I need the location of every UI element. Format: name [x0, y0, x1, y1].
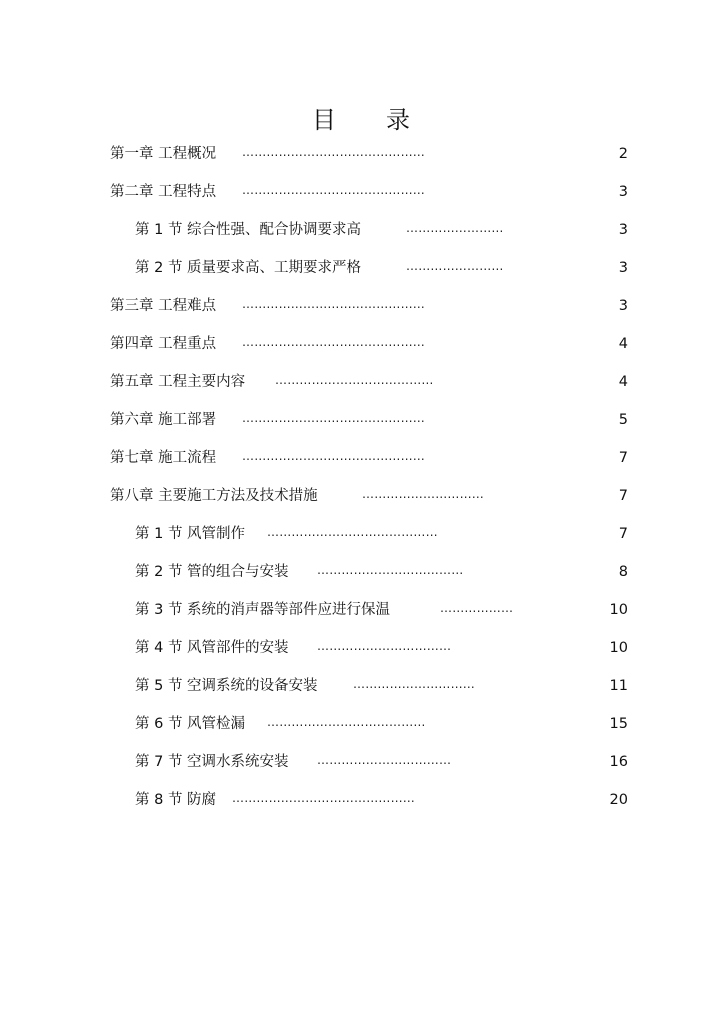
toc-entry-leader: …………………………………: [267, 715, 426, 729]
toc-entry-label: 第五章 工程主要内容: [110, 374, 246, 390]
toc-entry-page: 4: [618, 374, 628, 390]
toc-entry-leader: …………………………: [353, 677, 475, 691]
toc-entry-leader: …………………………: [362, 487, 484, 501]
toc-entry-label: 第 6 节 风管检漏: [135, 716, 246, 732]
toc-entry-leader: ………………………………………: [242, 449, 425, 463]
toc-entry[interactable]: [110, 294, 628, 318]
toc-entry-leader: ………………………………………: [242, 183, 425, 197]
toc-entry-label: 第 7 节 空调水系统安装: [135, 754, 289, 770]
toc-entry[interactable]: [135, 218, 628, 242]
toc-entry-label: 第八章 主要施工方法及技术措施: [110, 488, 318, 504]
toc-entry[interactable]: [135, 598, 628, 622]
toc-entry-label: 第 1 节 风管制作: [135, 526, 246, 542]
toc-entry[interactable]: [110, 408, 628, 432]
toc-entry[interactable]: [135, 256, 628, 280]
toc-entry-page: 15: [609, 716, 628, 732]
toc-entry-leader: …………………………………: [275, 373, 434, 387]
toc-entry-leader: ……………………………: [317, 753, 452, 767]
toc-entry-leader: ………………………………………: [242, 145, 425, 159]
toc-entry-label: 第三章 工程难点: [110, 298, 217, 314]
toc-entry-label: 第 4 节 风管部件的安装: [135, 640, 289, 656]
toc-entry-page: 16: [609, 754, 628, 770]
toc-entry[interactable]: [110, 332, 628, 356]
toc-entry[interactable]: [110, 370, 628, 394]
toc-entry[interactable]: [135, 560, 628, 584]
toc-title-char-1: 目: [312, 106, 338, 134]
toc-entry-page: 5: [618, 412, 628, 428]
toc-entry-leader: ……………………………: [317, 639, 452, 653]
toc-entry-leader: ……………………………………: [267, 525, 438, 539]
toc-entry-page: 3: [618, 298, 628, 314]
toc-entry-label: 第七章 施工流程: [110, 450, 217, 466]
toc-entry-label: 第 2 节 管的组合与安装: [135, 564, 289, 580]
toc-entry-label: 第 3 节 系统的消声器等部件应进行保温: [135, 602, 391, 618]
toc-entry-label: 第六章 施工部署: [110, 412, 217, 428]
toc-entry[interactable]: [110, 484, 628, 508]
toc-entry[interactable]: [135, 636, 628, 660]
toc-entry[interactable]: [135, 750, 628, 774]
toc-entry-leader: ……………………: [406, 221, 504, 235]
toc-entry-leader: ………………………………………: [242, 411, 425, 425]
toc-entry[interactable]: [110, 180, 628, 204]
toc-entry-page: 7: [618, 488, 628, 504]
toc-entry-label: 第 1 节 综合性强、配合协调要求高: [135, 222, 362, 238]
toc-entry-page: 3: [618, 222, 628, 238]
toc-entry-leader: ………………………………………: [232, 791, 415, 805]
toc-entry-leader: ………………………………………: [242, 297, 425, 311]
toc-entry[interactable]: [135, 788, 628, 812]
toc-entry-label: 第四章 工程重点: [110, 336, 217, 352]
toc-entry-label: 第一章 工程概况: [110, 146, 217, 162]
toc-entry-page: 10: [609, 602, 628, 618]
toc-entry-leader: ………………………………: [317, 563, 464, 577]
toc-entry-page: 7: [618, 450, 628, 466]
toc-entry-page: 10: [609, 640, 628, 656]
toc-title-char-2: 录: [386, 106, 412, 134]
toc-entry-label: 第二章 工程特点: [110, 184, 217, 200]
toc-entry-page: 2: [618, 146, 628, 162]
toc-entry-label: 第 2 节 质量要求高、工期要求严格: [135, 260, 362, 276]
toc-entry-leader: ………………: [440, 601, 514, 615]
toc-entry-page: 11: [609, 678, 628, 694]
toc-entry-label: 第 5 节 空调系统的设备安装: [135, 678, 318, 694]
toc-entry-page: 20: [609, 792, 628, 808]
toc-entry-leader: ………………………………………: [242, 335, 425, 349]
toc-entry[interactable]: [110, 446, 628, 470]
toc-entry[interactable]: [135, 522, 628, 546]
toc-entry[interactable]: [135, 674, 628, 698]
toc-entry-page: 3: [618, 260, 628, 276]
toc-title: [0, 100, 724, 135]
toc-entry-page: 4: [618, 336, 628, 352]
toc-entry-page: 7: [618, 526, 628, 542]
toc-entry-page: 3: [618, 184, 628, 200]
toc-entry[interactable]: [135, 712, 628, 736]
toc-entry-label: 第 8 节 防腐: [135, 792, 217, 808]
toc-entry-page: 8: [618, 564, 628, 580]
toc-entry-leader: ……………………: [406, 259, 504, 273]
toc-entry[interactable]: [110, 142, 628, 166]
